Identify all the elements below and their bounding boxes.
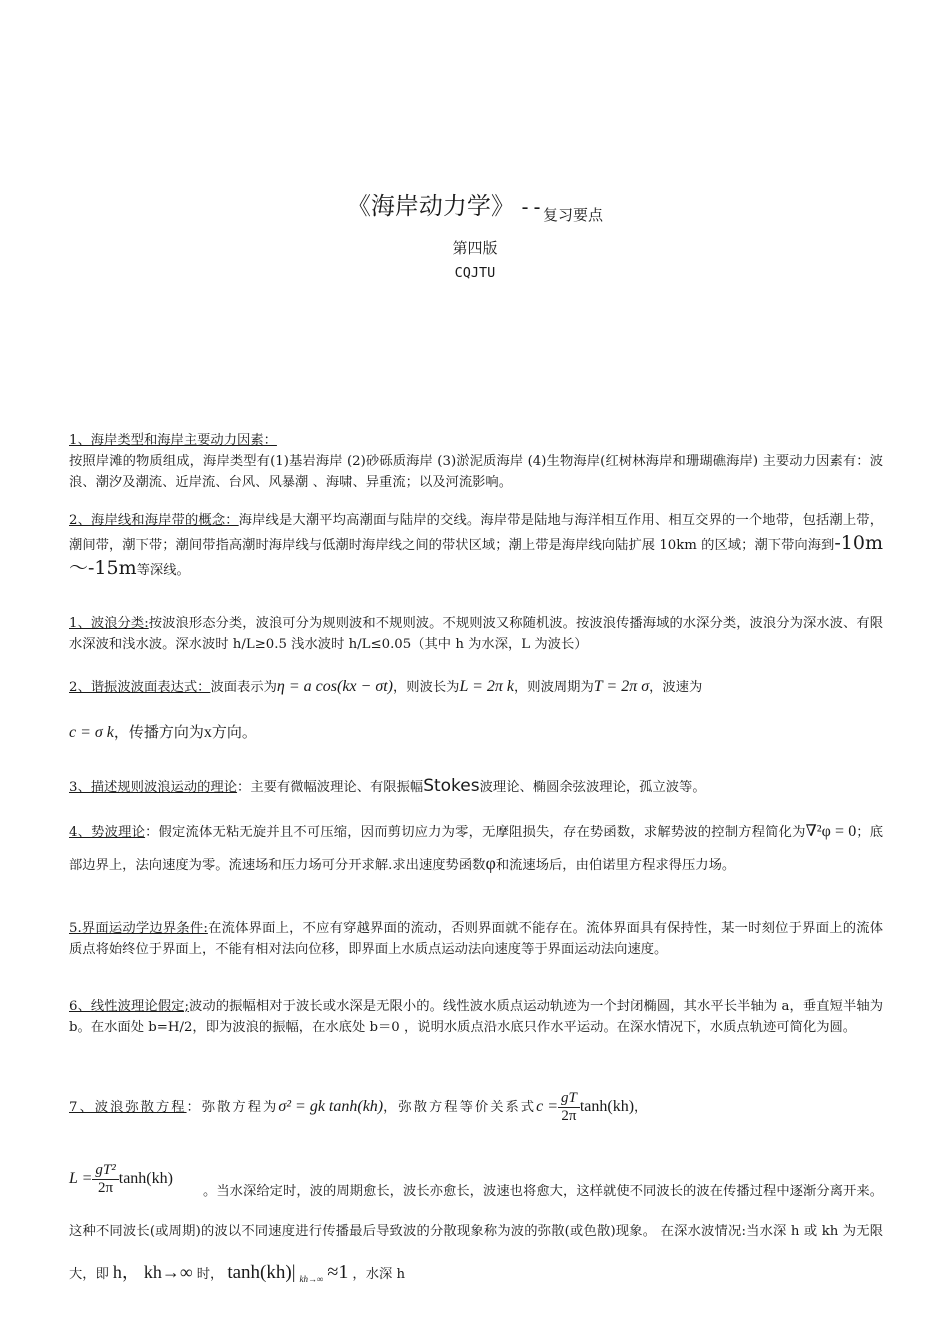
fraction-numerator: gT bbox=[558, 1090, 580, 1108]
fraction-gt bbox=[558, 1090, 580, 1125]
text: ；底部边界上，法向速度为零。流速场和压力场可分开求解.求出速度势函数 bbox=[69, 825, 884, 873]
dispersion-body-text: 。当水深给定时，波的周期愈长，波长亦愈长，波速也将愈大，这样就使不同波长的波在传播过程中逐渐分离开来。这种不同波长(或周期)的波以不同速度进行传播最后导致波的分散现象称为波的弥散(或色散)现象。 在深水波情况:当水深 h 或 kh 为无限大，即 h， kh→∞ 时， tanh(kh)| $_{kh\to\infty}$ ≈1 ，水深 h bbox=[69, 1184, 883, 1284]
section-body: 按照岸滩的物质组成，海岸类型有(1)基岩海岸 (2)砂砾质海岸 (3)淤泥质海岸 (4)生物海岸(红树林海岸和珊瑚礁海岸) 主要动力因素有：波浪、潮汐及潮流、近岸流、台风、风暴潮 、海啸、异重流；以及河流影响。 bbox=[69, 454, 883, 490]
section-coast-types bbox=[69, 430, 883, 493]
tanh-limit: tanh(kh)| bbox=[227, 1262, 296, 1283]
section-dispersion: 7、波浪弥散方程：弥散方程为σ² = gk tanh(kh)，弥散方程等价关系式c = $\frac{gT}{2\pi}$ tanh(kh)， bbox=[69, 1090, 650, 1124]
equation-dispersion: σ² = gk tanh(kh) bbox=[278, 1098, 384, 1115]
section-heading: 5.界面运动学边界条件: bbox=[69, 921, 208, 936]
tanh-term: tanh(kh) bbox=[579, 1098, 635, 1115]
section-harmonic-wave-cont bbox=[69, 722, 883, 743]
fraction-numerator: gT² bbox=[92, 1162, 118, 1180]
text: ：假定流体无粘无旋并且不可压缩，因而剪切应力为零，无摩阻损失，存在势函数，求解势波的控制方程简化为 bbox=[145, 825, 806, 840]
fraction-denominator: 2π bbox=[561, 1108, 577, 1124]
section-heading: 3、描述规则波浪运动的理论 bbox=[69, 780, 238, 795]
h-symbol: h， bbox=[112, 1262, 140, 1282]
equation-L-label: L = bbox=[69, 1170, 93, 1187]
section-tail: 等深线。 bbox=[136, 563, 190, 578]
section-body: 按波浪形态分类，波浪可分为规则波和不规则波。不规则波又称随机波。按波浪传播海域的水深分类，波浪分为深水波、有限水深波和浅水波。深水波时 h/L≥0.5 浅水波时 h/L≤0.05（其中 h 为水深，L 为波长） bbox=[69, 616, 883, 652]
section-regular-wave-theory bbox=[69, 776, 883, 798]
title-main: 《海岸动力学》 bbox=[346, 192, 515, 220]
limit-subscript: kh→∞ bbox=[299, 1273, 324, 1284]
text: 方向。 bbox=[211, 723, 257, 741]
text: 和流速场后，由伯诺里方程求得压力场。 bbox=[495, 858, 736, 873]
section-heading: 4、势波理论 bbox=[69, 825, 146, 840]
text: ：主要有微幅波理论、有限振幅 bbox=[237, 780, 424, 795]
stokes-label: Stokes bbox=[423, 776, 480, 796]
equation-wavelength: L = 2π k bbox=[459, 678, 514, 695]
title-dash: -- bbox=[518, 195, 544, 219]
depth-range: -10m～-15m bbox=[69, 532, 883, 579]
approx-one: ≈1 bbox=[327, 1261, 349, 1283]
section-wave-classification bbox=[69, 613, 883, 655]
kh-limit: kh→∞ bbox=[143, 1262, 193, 1282]
section-heading: 2、海岸线和海岸带的概念： bbox=[69, 513, 239, 528]
section-heading: 1、波浪分类: bbox=[69, 616, 149, 631]
text: 波理论、椭圆余弦波理论，孤立波等。 bbox=[479, 780, 706, 795]
equation-c-label: c = bbox=[536, 1098, 558, 1115]
equation-surface: η = a cos(kx − σt) bbox=[276, 678, 393, 695]
end-text: ，水深 h bbox=[352, 1267, 406, 1282]
equation-laplace: ∇²φ = 0 bbox=[805, 823, 857, 840]
direction-x: x bbox=[203, 724, 212, 741]
section-body: 波动的振幅相对于波长或水深是无限小的。线性波水质点运动轨迹为一个封闭椭圆，其水平长半轴为 a，垂直短半轴为 b。在水面处 b=H/2，即为波浪的振幅，在水底处 b＝0 ，说明水质点沿水底只作水平运动。在深水情况下，水质点轨迹可简化为圆。 bbox=[69, 999, 883, 1035]
section-linear-wave bbox=[69, 996, 883, 1038]
shi-text: 时， bbox=[196, 1267, 224, 1282]
section-heading: 6、线性波理论假定; bbox=[69, 999, 189, 1014]
section-harmonic-wave bbox=[69, 674, 883, 701]
edition-label: 第四版 bbox=[452, 239, 498, 257]
section-coastline bbox=[69, 510, 883, 582]
section-heading: 2、谐振波波面表达式： bbox=[69, 680, 211, 695]
tanh-term: tanh(kh) bbox=[118, 1170, 173, 1187]
title-sub: 复习要点 bbox=[543, 206, 604, 224]
text: ，则波周期为 bbox=[514, 680, 594, 695]
section-potential-wave bbox=[69, 817, 883, 881]
section-body: 海岸线是大潮平均高潮面与陆岸的交线。海岸带是陆地与海洋相互作用、相互交界的一个地带，包括潮上带，潮间带，潮下带；潮间带指高潮时海岸线与低潮时海岸线之间的带状区域；潮上带是海岸线向陆扩展 10km 的区域；潮下带向海到 bbox=[69, 513, 883, 553]
fraction-denominator: 2π bbox=[98, 1180, 114, 1196]
equation-period: T = 2π σ bbox=[593, 678, 650, 695]
section-heading: 7、波浪弥散方程 bbox=[69, 1100, 187, 1115]
author-code: CQJTU bbox=[454, 265, 496, 281]
section-body: 在流体界面上，不应有穿越界面的流动，否则界面就不能存在。流体界面具有保持性，某一时刻位于界面上的流体质点将始终位于界面上，不能有相对法向位移，即界面上水质点运动法向速度等于界面运动法向速度。 bbox=[69, 921, 883, 957]
section-boundary-condition bbox=[69, 918, 883, 960]
text: ，传播方向为 bbox=[113, 723, 204, 741]
document-title bbox=[0, 186, 950, 224]
text: ，则波长为 bbox=[392, 680, 460, 695]
text: ：弥散方程为 bbox=[186, 1100, 279, 1115]
text: ，波速为 bbox=[649, 680, 703, 695]
text: ，弥散方程等价关系式 bbox=[383, 1100, 537, 1115]
text: 波面表示为 bbox=[210, 680, 277, 695]
phi-symbol: φ bbox=[485, 853, 496, 873]
equation-speed: c = σ k bbox=[69, 724, 114, 741]
section-heading: 1、海岸类型和海岸主要动力因素： bbox=[69, 433, 277, 448]
